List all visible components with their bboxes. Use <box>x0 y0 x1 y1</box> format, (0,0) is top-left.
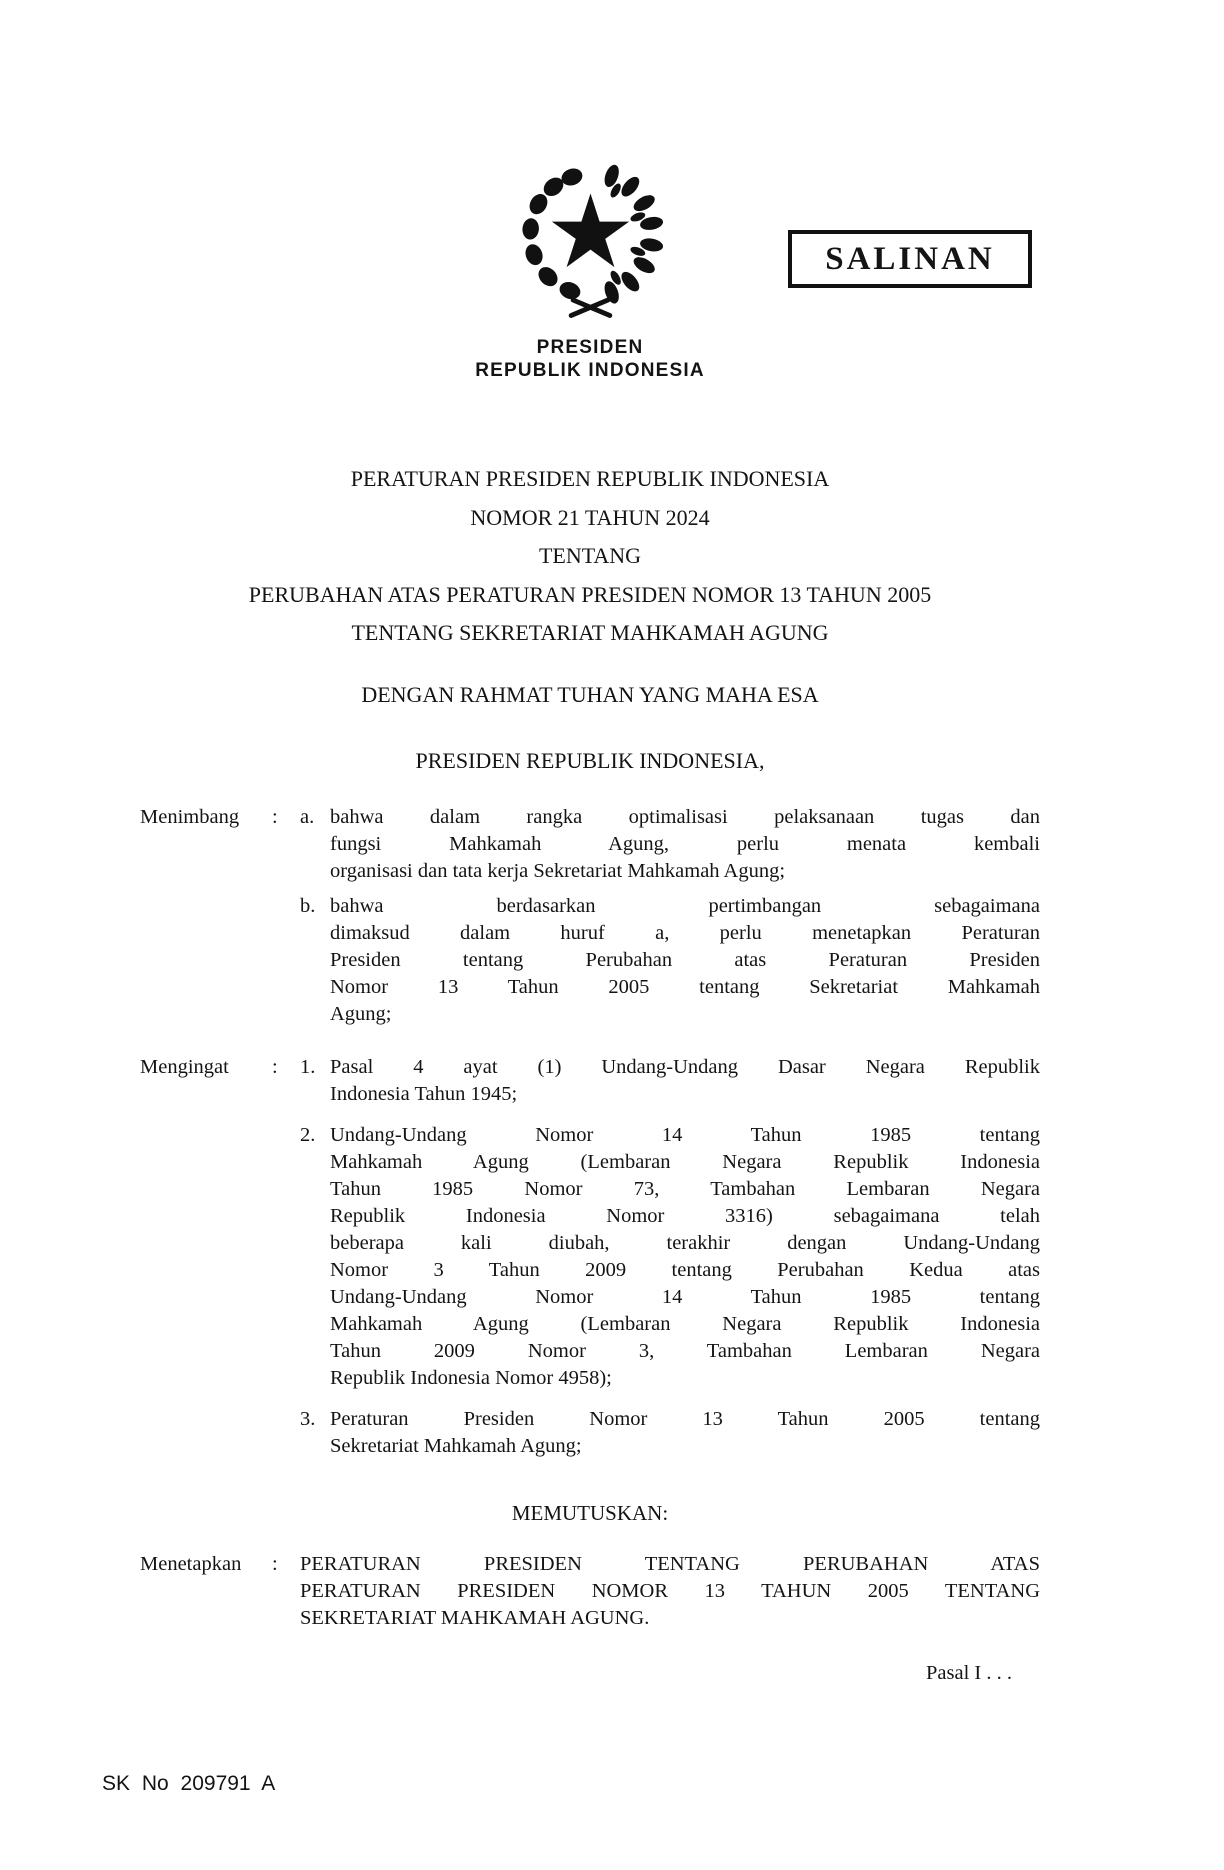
mengingat-3-line: Peraturan Presiden Nomor 13 Tahun 2005 tentang <box>330 1407 1040 1430</box>
title-line-2: NOMOR 21 TAHUN 2024 <box>470 504 710 530</box>
mengingat-1-line: Pasal 4 ayat (1) Undang-Undang Dasar Negara Republik <box>330 1055 1040 1078</box>
menimbang-a-line: bahwa dalam rangka optimalisasi pelaksanaan tugas dan <box>330 805 1040 828</box>
mengingat-2-line: Undang-Undang Nomor 14 Tahun 1985 tentang <box>330 1123 1040 1146</box>
menimbang-colon: : <box>272 805 278 828</box>
mengingat-2-line: Undang-Undang Nomor 14 Tahun 1985 tentang <box>330 1285 1040 1308</box>
mengingat-2-line: Republik Indonesia Nomor 3316) sebagaimana telah <box>330 1204 1040 1227</box>
menetapkan-colon: : <box>272 1552 278 1575</box>
mengingat-colon: : <box>272 1055 278 1078</box>
mengingat-2-line: Tahun 1985 Nomor 73, Tambahan Lembaran Negara <box>330 1177 1040 1200</box>
mengingat-item-3 <box>300 1406 1040 1460</box>
menimbang-b-line: dimaksud dalam huruf a, perlu menetapkan Peraturan <box>330 921 1040 944</box>
mengingat-2-line: Nomor 3 Tahun 2009 tentang Perubahan Kedua atas <box>330 1258 1040 1281</box>
title-line-4: PERUBAHAN ATAS PERATURAN PRESIDEN NOMOR 13 TAHUN 2005 <box>248 581 932 607</box>
menimbang-label: Menimbang <box>140 805 240 828</box>
menimbang-b-line: Presiden tentang Perubahan atas Peraturan Presiden <box>330 948 1040 971</box>
mengingat-label: Mengingat <box>140 1055 229 1078</box>
menimbang-item-a <box>300 804 1040 885</box>
authority-line: PRESIDEN REPUBLIK INDONESIA, <box>415 747 765 773</box>
menetapkan-line: PERATURAN PRESIDEN TENTANG PERUBAHAN ATAS <box>300 1552 1040 1575</box>
letterhead-seal <box>140 0 1040 382</box>
mengingat-2-line: Republik Indonesia Nomor 4958); <box>330 1366 612 1389</box>
document-content <box>140 0 1040 1687</box>
menimbang-item-a-marker: a. <box>300 805 315 828</box>
menetapkan-line: SEKRETARIAT MAHKAMAH AGUNG. <box>300 1606 650 1629</box>
mengingat-1-line: Indonesia Tahun 1945; <box>330 1082 518 1105</box>
menimbang-b-line: Nomor 13 Tahun 2005 tentang Sekretariat Mahkamah <box>330 975 1040 998</box>
mengingat-2-line: beberapa kali diubah, terakhir dengan Undang-Undang <box>330 1231 1040 1254</box>
letterhead-text <box>140 336 1040 382</box>
catchword-pasal: Pasal I . . . <box>926 1661 1012 1684</box>
menimbang-a-line: organisasi dan tata kerja Sekretariat Mahkamah Agung; <box>330 859 786 882</box>
menimbang-b-line: bahwa berdasarkan pertimbangan sebagaimana <box>330 894 1040 917</box>
section-mengingat <box>140 1054 1040 1460</box>
memutuskan-heading: MEMUTUSKAN: <box>511 1500 669 1525</box>
mengingat-2-line: Mahkamah Agung (Lembaran Negara Republik Indonesia <box>330 1312 1040 1335</box>
invocation-line: DENGAN RAHMAT TUHAN YANG MAHA ESA <box>361 681 819 707</box>
sk-number: SK No 209791 A <box>102 1772 276 1795</box>
menimbang-b-line: Agung; <box>330 1002 392 1025</box>
mengingat-item-2-marker: 2. <box>300 1123 316 1146</box>
menimbang-item-b-marker: b. <box>300 894 316 917</box>
presidential-seal-star-wreath-icon <box>513 155 668 323</box>
mengingat-item-1 <box>300 1054 1040 1108</box>
mengingat-2-line: Mahkamah Agung (Lembaran Negara Republik Indonesia <box>330 1150 1040 1173</box>
section-menimbang <box>140 804 1040 1028</box>
section-menetapkan <box>140 1551 1040 1632</box>
title-line-1: PERATURAN PRESIDEN REPUBLIK INDONESIA <box>350 466 830 491</box>
menimbang-a-line: fungsi Mahkamah Agung, perlu menata kembali <box>330 832 1040 855</box>
menetapkan-line: PERATURAN PRESIDEN NOMOR 13 TAHUN 2005 TENTANG <box>300 1579 1040 1602</box>
mengingat-item-3-marker: 3. <box>300 1407 316 1430</box>
letterhead-presiden: PRESIDEN <box>536 337 644 358</box>
mengingat-item-1-marker: 1. <box>300 1055 316 1078</box>
mengingat-item-2 <box>300 1122 1040 1392</box>
menetapkan-label: Menetapkan <box>140 1552 242 1575</box>
letterhead-republik-indonesia: REPUBLIK INDONESIA <box>475 360 705 381</box>
title-line-5: TENTANG SEKRETARIAT MAHKAMAH AGUNG <box>351 620 829 645</box>
menimbang-item-b <box>300 893 1040 1028</box>
mengingat-3-line: Sekretariat Mahkamah Agung; <box>330 1434 582 1457</box>
mengingat-2-line: Tahun 2009 Nomor 3, Tambahan Lembaran Negara <box>330 1339 1040 1362</box>
title-line-3: TENTANG <box>538 543 642 568</box>
salinan-stamp-label: SALINAN <box>825 240 995 277</box>
regulation-title <box>140 460 1040 653</box>
